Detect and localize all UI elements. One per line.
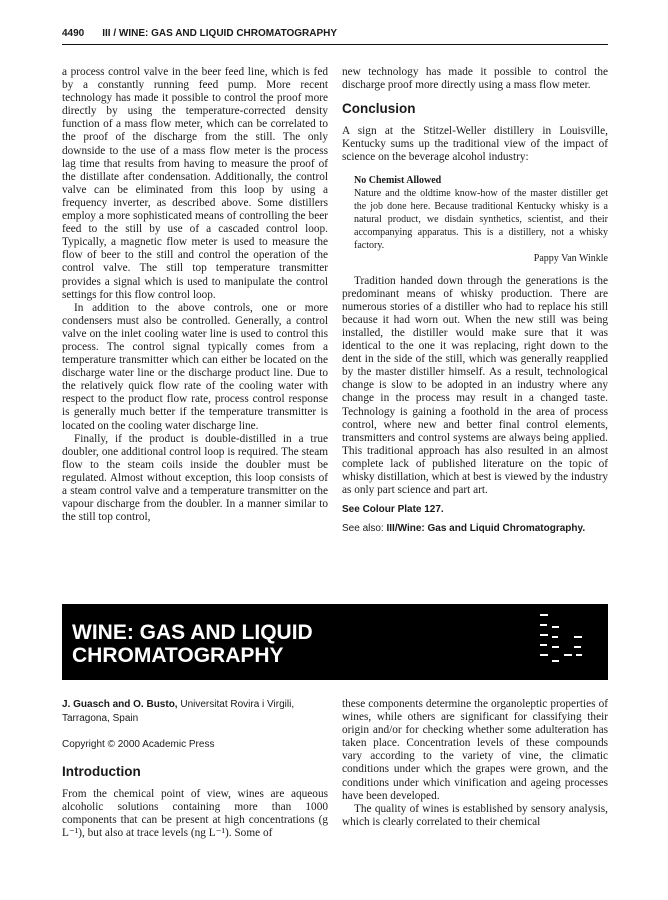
conclusion-heading: Conclusion: [342, 101, 416, 117]
article-title: WINE: GAS AND LIQUID CHROMATOGRAPHY: [72, 621, 313, 667]
introduction-text: From the chemical point of view, wines are aqueous alcoholic solutions containing more than 1000 components that can be present at high concentrations (g L⁻¹), but also at trace levels (ng L⁻¹). Some of: [62, 788, 328, 840]
see-also-link[interactable]: III/Wine: Gas and Liquid Chromatography.: [386, 523, 586, 535]
quote-text: Nature and the oldtime know-how of the master distiller get the job done here. Because traditional Kentucky whisky is a natural product, we disdain synthetics, scientist, and their accompanying apparatus. This is a distillery, not a whisky factory.: [354, 187, 608, 251]
left-paragraph-3: Finally, if the product is double-distilled in a true doubler, one additional control loop is required. The steam flow to the steam coils inside the doubler must be regulated. Almost without exception, this loop consists of a steam control valve and a temperature transmitter on the vapour discharge from the doubler. In a manner similar to the still top control,: [62, 432, 328, 524]
author-names: J. Guasch and O. Busto,: [62, 699, 178, 710]
intro-quality-paragraph: The quality of wines is established by sensory analysis, which is clearly correlated to their chemical: [342, 802, 608, 828]
left-paragraph-2: In addition to the above controls, one or more condensers must also be controlled. Generally, a control valve on the inlet cooling water line is used to control this process. The control signal typically comes from a temperature transmitter which can either be located on the discharge water line or the discharge product line. Due to the relatively quick flow rate of the cooling water with respect to the product flow rate, process control response is generally much better if the temperature transmitter is located on the cooling water discharge line.: [62, 301, 328, 432]
running-header: [62, 28, 608, 45]
quote-title: No Chemist Allowed: [354, 174, 442, 186]
article-banner: [62, 604, 608, 680]
author-block: [62, 698, 328, 726]
right-column: [342, 66, 608, 535]
page-number: 4490: [62, 28, 85, 39]
conclusion-text: A sign at the Stitzel-Weller distillery in Louisville, Kentucky sums up the traditional view of the impact of science on the beverage alcohol industry:: [342, 125, 608, 164]
author-affiliation: Universitat Rovira i Virgili, Tarragona, Spain: [62, 699, 295, 724]
running-title: III / WINE: GAS AND LIQUID CHROMATOGRAPHY: [102, 28, 338, 39]
left-column: [62, 66, 328, 524]
introduction-heading: Introduction: [62, 764, 141, 780]
closing-paragraph: Tradition handed down through the generations is the predominant means of whisky production. There are numerous stories of a distiller who had to replace his still because it had worn out. When the new still was being installed, the distiller would make sure that it was identical to the one it was replacing, right down to the dent in the side of the still, which was generally reapplied by the master distiller himself. As a result, technological change is slow to be adopted in an industry where any change in the process may result in a changed taste. Technology is gaining a foothold in the area of process control, where new and better final control elements, transmitters and control systems are always being applied. This traditional approach has also resulted in an almost complete lack of published literature on the topic of whisky distillation, which at best is viewed by the industry as only part science and part art.: [342, 274, 608, 497]
right-intro: new technology has made it possible to control the discharge proof more directly using a mass flow meter.: [342, 66, 608, 92]
lower-left-column: [62, 698, 328, 841]
lower-right-column: [342, 698, 608, 829]
quote-block: [354, 174, 608, 265]
chromatography-plate-icon: [532, 608, 592, 672]
intro-continued: these components determine the organoleptic properties of wines, while others are significant for classifying their origin and/or for checking whether some adulteration has taken place. Concentration levels of these compounds vary according to the variety of vine, the climatic conditions under which the grapes were grown, and the conditions under which vinification and ageing processes have been developed.: [342, 698, 608, 802]
copyright-line: Copyright © 2000 Academic Press: [62, 739, 215, 750]
see-also: [342, 522, 608, 535]
left-paragraph-1: a process control valve in the beer feed line, which is fed by a constantly running feed pump. More recent technology has made it possible to control the proof more directly by using the temperature-corrected density function of a mass flow meter, which can be correlated to the proof of the discharge from the still. The only downside to the use of a mass flow meter is the process lag time that results from having to measure the proof of the distillate after condensation. Additionally, the control valve can be eliminated from this loop by using a frequency inverter, as described above. Some distillers employ a more sophisticated means of controlling the beer feed to the still by use of a cascaded control loop. Typically, a magnetic flow meter is used to measure the flow of beer to the still and control the operation of the control valve. The still top temperature transmitter provides a signal which is used to manipulate the control settings for this flow control loop.: [62, 66, 328, 301]
see-colour-plate: See Colour Plate 127.: [342, 504, 444, 516]
quote-author: Pappy Van Winkle: [533, 252, 608, 264]
see-also-prefix: See also:: [342, 523, 384, 535]
